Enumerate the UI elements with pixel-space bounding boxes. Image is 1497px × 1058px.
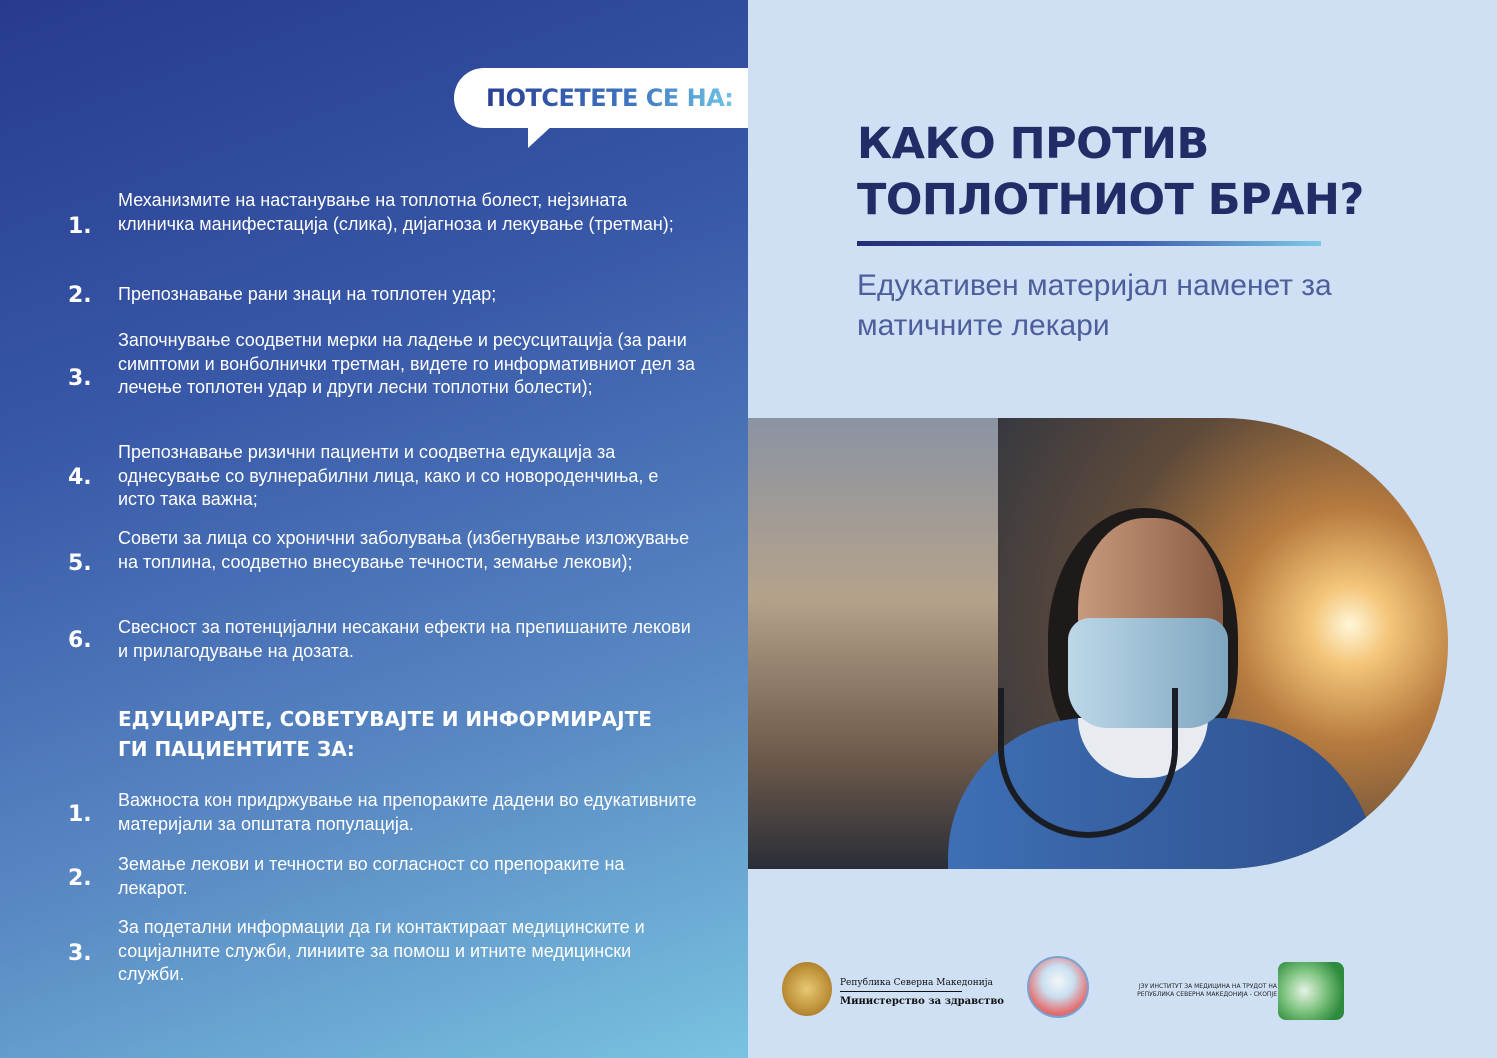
list-item-text: Важноста кон придржување на препораките дадени во едукативните материјали за општата популација. [118, 790, 697, 834]
section-subheading: ЕДУЦИРАЈТЕ, СОВЕТУВАЈТЕ И ИНФОРМИРАЈТЕ ГИ ПАЦИЕНТИТЕ ЗА: [118, 707, 652, 761]
institute-name: ЈЗУ ИНСТИТУТ ЗА МЕДИЦИНА НА ТРУДОТ НА РЕПУБЛИКА СЕВЕРНА МАКЕДОНИЈА - СКОПЈЕ [1137, 983, 1277, 998]
list-item-number: 4. [68, 465, 92, 490]
list-item-number: 2. [68, 866, 92, 891]
page-subtitle: Едукативен материјал наменет за матичните лекари [857, 269, 1332, 342]
list-item-text: За подетални информации да ги контактираат медицинските и социјалните служби, линиите за помош и итните медицински служби. [118, 917, 645, 984]
list-item-text: Механизмите на настанување на топлотна болест, нејзината клиничка манифестација (слика), дијагноза и лекување (третман); [118, 190, 674, 234]
ministry-name: Министерство за здравство [840, 996, 1004, 1007]
list-item-number: 6. [68, 628, 92, 653]
list-item-number: 5. [68, 551, 92, 576]
list-item-text: Препознавање рани знаци на топлотен удар; [118, 284, 497, 304]
coat-of-arms-logo [782, 962, 832, 1016]
doctor-photo [748, 418, 1448, 869]
title-underline [857, 241, 1321, 246]
list-item-number: 2. [68, 283, 92, 308]
list-item-number: 3. [68, 941, 92, 966]
list-item-number: 1. [68, 214, 92, 239]
list-item-text: Започнување соодветни мерки на ладење и ресусцитација (за рани симптоми и вонболнички третман, видете го информативниот дел за лечење топлотен удар и други лесни топлотни болести); [118, 330, 695, 397]
association-logo [1027, 956, 1089, 1018]
list-item-text: Земање лекови и течности во согласност со препораките на лекарот. [118, 854, 625, 898]
list-item-text: Препознавање ризични пациенти и соодветна едукација за однесување со вулнерабилни лица, како и со новороденчиња, е исто така важна; [118, 442, 659, 509]
list-item-text: Совети за лица со хронични заболувања (избегнување изложување на топлина, соодветно внесување течности, земање лекови); [118, 528, 690, 572]
list-item-number: 3. [68, 366, 92, 391]
left-panel [0, 0, 748, 1058]
institute-logo [1278, 962, 1344, 1020]
callout-text: ПОТСЕТЕТЕ СЕ НА: [486, 84, 734, 112]
callout-bubble-tail [528, 124, 554, 148]
ministry-divider [840, 991, 962, 992]
list-item-number: 1. [68, 802, 92, 827]
list-item-text: Свесност за потенцијални несакани ефекти на препишаните лекови и прилагодување на дозата. [118, 617, 691, 661]
page-title: КАКО ПРОТИВ ТОПЛОТНИОТ БРАН? [857, 119, 1364, 225]
ministry-country: Република Северна Македонија [840, 978, 993, 988]
